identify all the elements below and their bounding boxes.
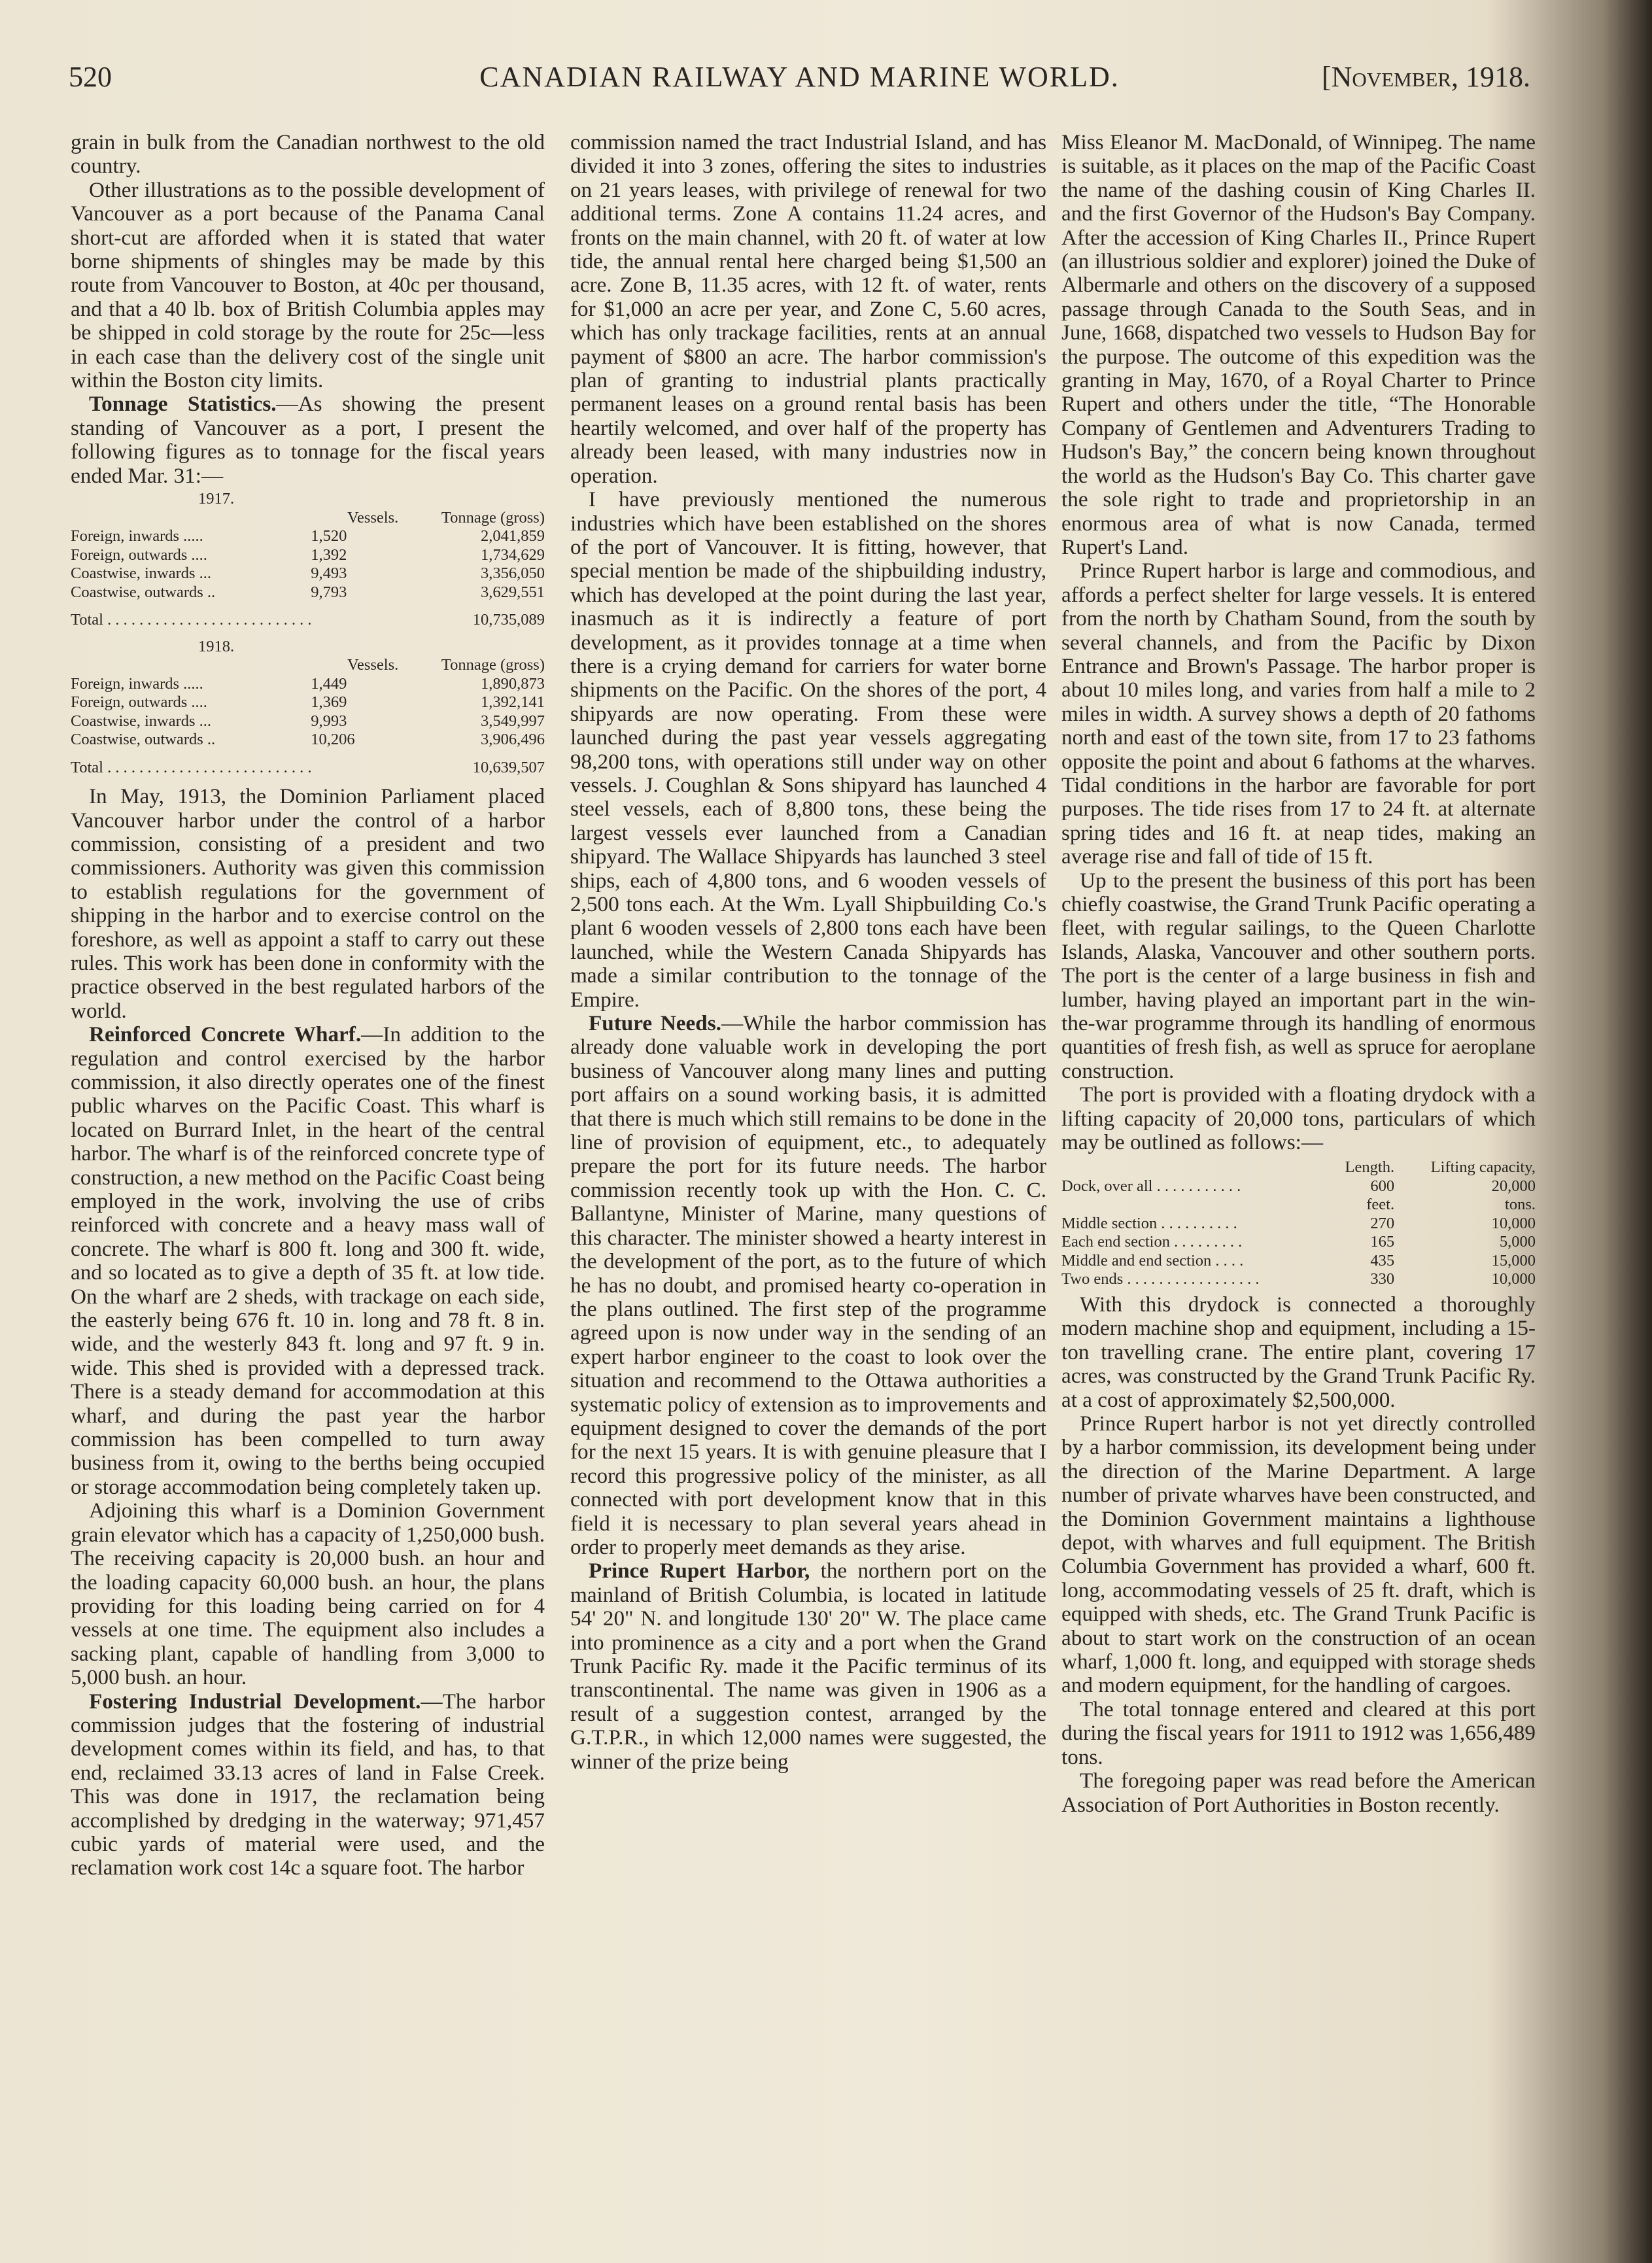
run-in-heading: Prince Rupert Harbor, <box>589 1559 810 1583</box>
table-row <box>1061 1215 1536 1234</box>
length-cell: 600 <box>1370 1177 1395 1195</box>
length-cell: 330 <box>1370 1270 1395 1288</box>
vessels-cell: 1,449 <box>311 674 347 693</box>
tonnage-cell: 1,890,873 <box>481 674 545 693</box>
run-in-heading: Fostering Industrial Development. <box>89 1689 421 1714</box>
unit-label: tons. <box>1505 1196 1536 1214</box>
journal-title: CANADIAN RAILWAY AND MARINE WORLD. <box>479 61 1120 93</box>
section-paragraph <box>570 1012 1046 1559</box>
total-row <box>71 602 545 635</box>
vessels-cell: 1,520 <box>311 527 347 545</box>
table-row <box>71 583 545 602</box>
vessels-cell: 1,369 <box>311 693 347 712</box>
total-label: Total . . . . . . . . . . . . . . . . . . . . . . . . . . <box>71 611 312 629</box>
paragraph: With this drydock is connected a thoroughly modern machine shop and equipment, including a 15-ton travelling crane. The entire plant, covering 17 acres, was constructed by the Grand Trunk Pacific Ry. at a cost of approximately $2,500,000. <box>1061 1292 1536 1412</box>
length-cell: 435 <box>1370 1251 1395 1270</box>
paragraph: Up to the present the business of this port has been chiefly coastwise, the Grand Trunk Pacific operating a fleet, with regular sailings, to the Queen Charlotte Islands, Alaska, Vancouver and other southern ports. The port is the center of a large business in fish and lumber, having played an important part in the win-the-war programme through its handling of enormous quantities of fresh fish, as well as spruce for aeroplane construction. <box>1061 868 1536 1083</box>
paragraph: The foregoing paper was read before the American Association of Port Authorities in Boston recently. <box>1061 1769 1536 1817</box>
paragraph-text: —The harbor commission judges that the fostering of industrial development comes within its field, and has, to that end, reclaimed 33.13 acres of land in False Creek. This was done in 1917, the reclamation being accomplished by dredging in the waterway; 971,457 cubic yards of material were used, and the reclamation work cost 14c a square foot. The harbor <box>71 1689 545 1880</box>
paragraph: Other illustrations as to the possible development of Vancouver as a port because of the Panama Canal short-cut are afforded when it is stated that water borne shipments of shingles may be made by this route from Vancouver to Boston, at 40c per thousand, and that a 40 lb. box of British Columbia apples may be shipped in cold storage by the route for 25c—less in each case than the delivery cost of the single unit within the Boston city limits. <box>71 177 545 393</box>
tonnage-cell: 1,734,629 <box>481 545 545 564</box>
paragraph: Prince Rupert harbor is not yet directly controlled by a harbor commission, its development being under the direction of the Marine Department. A large number of private wharves have been constructed, and the Dominion Government maintains a lighthouse depot, with wharves and full equipment. The British Columbia Government has provided a wharf, 600 ft. long, accommodating vessels of 25 ft. draft, which is equipped with sheds, etc. The Grand Trunk Pacific is about to start work on the construction of an ocean wharf, 1,000 ft. long, and equipped with storage sheds and modern equipment, for the handling of cargoes. <box>1061 1411 1536 1698</box>
table-row <box>71 712 545 731</box>
vessels-cell: 10,206 <box>311 731 355 749</box>
lifting-cell: 10,000 <box>1491 1270 1536 1288</box>
table-year: 1918. <box>198 637 235 655</box>
column-header: Tonnage (gross) <box>441 656 545 674</box>
table-year: 1917. <box>198 490 235 508</box>
row-label: Each end section . . . . . . . . . <box>1061 1233 1243 1251</box>
issue-date: [November, 1918. <box>1322 61 1530 93</box>
row-label: Middle and end section . . . . <box>1061 1251 1244 1270</box>
paragraph-text: —In addition to the regulation and control exercised by the harbor commission, it also directly operates one of the finest public wharves on the Pacific Coast. This wharf is located on Burrard Inlet, in the heart of the central harbor. The wharf is of the reinforced concrete type of construction, a new method on the Pacific Coast being employed in the work, involving the use of cribs reinforced with concrete and a heavy mass wall of concrete. The wharf is 800 ft. long and 300 ft. wide, and so located as to give a depth of 35 ft. at low tide. On the wharf are 2 sheds, with trackage on each side, the easterly being 676 ft. 10 in. long and 78 ft. 8 in. wide, and the westerly 843 ft. long and 97 ft. 9 in. wide. This shed is provided with a depressed track. There is a steady demand for accommodation at this wharf, and during the past year the harbor commission has been compelled to turn away business from it, owing to the berths being occupied or storage accommodation being completely taken up. <box>71 1022 545 1499</box>
vessels-cell: 9,493 <box>311 564 347 583</box>
row-label: Dock, over all . . . . . . . . . . . <box>1061 1177 1241 1195</box>
row-label: Coastwise, inwards ... <box>71 712 212 730</box>
paragraph-text: —While the harbor commission has already done valuable work in developing the port business of Vancouver along many lines and putting port affairs on a sound working basis, it is admitted that there is much which still remains to be done in the line of provision of equipment, etc., to adequately prepare the port for its future needs. The harbor commission recently took up with the Hon. C. C. Ballantyne, Minister of Marine, many questions of this character. The minister showed a hearty interest in the development of the port, as to the future of which he has no doubt, and promised hearty co-operation in the plans outlined. The first step of the programme agreed upon is now under way in the sending of an expert harbor engineer to the coast to look over the situation and recommend to the Ottawa authorities a systematic policy of extension as to improvements and equipment designed to cover the demands of the port for the next 15 years. It is with genuine pleasure that I record this progressive policy of the minister, as all connected with port development know that in this field it is necessary to plan several years ahead in order to properly meet demands as they arise. <box>570 1011 1046 1559</box>
section-paragraph <box>71 392 545 488</box>
table-row <box>71 564 545 583</box>
row-label: Foreign, outwards .... <box>71 693 207 712</box>
lifting-cell: 10,000 <box>1491 1214 1536 1232</box>
paragraph: In May, 1913, the Dominion Parliament placed Vancouver harbor under the control of a harbor commission, consisting of a president and two commissioners. Authority was given this commission to establish regulations for the government of shipping in the harbor and to exercise control on the foreshore, as well as appoint a staff to carry out these rules. This work has been done in conformity with the practice observed in the best regulated harbors of the world. <box>71 784 545 1023</box>
table-row <box>71 546 545 565</box>
section-paragraph <box>71 1690 545 1880</box>
length-cell: 165 <box>1370 1233 1395 1251</box>
row-label: Middle section . . . . . . . . . . <box>1061 1214 1237 1232</box>
table-row <box>1061 1233 1536 1252</box>
paragraph: The total tonnage entered and cleared at this port during the fiscal years for 1911 to 1912 was 1,656,489 tons. <box>1061 1697 1536 1769</box>
paragraph: Prince Rupert harbor is large and commodious, and affords a perfect shelter for large vessels. It is entered from the north by Chatham Sound, from the south by several channels, and from the Pacific by Dixon Entrance and Brown's Passage. The harbor proper is about 10 miles long, and varies from half a mile to 2 miles in width. A survey shows a depth of 20 fathoms north and east of the town site, from 17 to 23 fathoms opposite the point and about 6 fathoms at the wharves. Tidal conditions in the harbor are favorable for port purposes. The tide rises from 17 to 24 ft. at alternate spring tides and 16 ft. at neap tides, making an average rise and fall of tide of 15 ft. <box>1061 559 1536 869</box>
paragraph: grain in bulk from the Canadian northwest to the old country. <box>71 130 545 179</box>
tonnage-cell: 3,906,496 <box>481 731 545 749</box>
run-in-heading: Future Needs. <box>589 1011 721 1036</box>
drydock-table <box>1061 1158 1536 1289</box>
run-in-heading: Reinforced Concrete Wharf. <box>89 1022 362 1047</box>
paragraph-text: —As showing the present standing of Vancouver as a port, I present the following figures as to tonnage for the fiscal years ended Mar. 31:— <box>71 392 545 488</box>
lifting-cell: 15,000 <box>1491 1251 1536 1270</box>
tonnage-table-1917 <box>71 490 545 635</box>
vessels-cell: 9,993 <box>311 712 347 730</box>
total-value: 10,639,507 <box>472 758 545 776</box>
paragraph: I have previously mentioned the numerous industries which have been established on the shores of the port of Vancouver. It is fitting, however, that special mention be made of the shipbuilding industry, which has developed at the point during the last year, inasmuch as it is indirectly a feature of port development, as it provides tonnage at a time when there is a crying demand for carriers for water borne shipments on the Pacific. On the shores of the port, 4 shipyards are now operating. From these were launched during the past year vessels aggregating 98,200 tons, with operations still under way on other vessels. J. Coughlan & Sons shipyard has launched 4 steel vessels, each of 8,800 tons, these being the largest vessels ever launched from a Canadian shipyard. The Wallace Shipyards has launched 3 steel ships, each of 4,800 tons, and 6 wooden vessels of 2,500 tons each. At the Wm. Lyall Shipbuilding Co.'s plant 6 wooden vessels of 2,800 tons each have been launched, while the Western Canada Shipyards has made a similar contribution to the tonnage of the Empire. <box>570 487 1046 1012</box>
row-label: Foreign, inwards ..... <box>71 527 203 545</box>
table-row <box>1061 1270 1536 1289</box>
table-row <box>1061 1252 1536 1271</box>
page-number: 520 <box>69 61 112 93</box>
total-value: 10,735,089 <box>472 611 545 629</box>
paragraph: The port is provided with a floating drydock with a lifting capacity of 20,000 tons, particulars of which may be outlined as follows:— <box>1061 1082 1536 1155</box>
vessels-cell: 1,392 <box>311 545 347 564</box>
row-label: Coastwise, outwards .. <box>71 731 216 749</box>
paragraph: Miss Eleanor M. MacDonald, of Winnipeg. The name is suitable, as it places on the map of the Pacific Coast the name of the dashing cousin of King Charles II. and the first Governor of the Hudson's Bay Company. After the accession of King Charles II., Prince Rupert (an illustrious soldier and explorer) joined the Duke of Albermarle and others on the discovery of a supposed passage through Canada to the South Seas, and in June, 1668, dispatched two vessels to Hudson Bay for the purpose. The outcome of this expedition was the granting in May, 1670, of a Royal Charter to Prince Rupert and others under the title, “The Honorable Company of Gentlemen and Adventurers Trading to Hudson's Bay,” the concern being known throughout the world as the Hudson's Bay Co. This charter gave the sole right to trade and proprietorship in an enormous area of what is now Canada, termed Rupert's Land. <box>1061 130 1536 559</box>
vessels-cell: 9,793 <box>311 583 347 601</box>
tonnage-cell: 2,041,859 <box>481 527 545 545</box>
section-paragraph <box>71 1023 545 1499</box>
length-cell: 270 <box>1370 1214 1395 1232</box>
unit-label: feet. <box>1366 1196 1395 1214</box>
table-row <box>71 675 545 694</box>
total-row <box>71 750 545 783</box>
lifting-cell: 5,000 <box>1499 1233 1536 1251</box>
total-label: Total . . . . . . . . . . . . . . . . . . . . . . . . . . <box>71 758 312 776</box>
column-left <box>71 131 545 1880</box>
run-in-heading: Tonnage Statistics. <box>89 392 277 417</box>
tonnage-cell: 1,392,141 <box>481 693 545 712</box>
column-middle <box>570 131 1046 1774</box>
row-label: Two ends . . . . . . . . . . . . . . . . . <box>1061 1270 1260 1288</box>
paragraph: Adjoining this wharf is a Dominion Government grain elevator which has a capacity of 1,250,000 bush. The receiving capacity is 20,000 bush. an hour and the loading capacity 60,000 bush. an hour, the plans providing for this loading being carried on for 4 vessels at one time. The equipment also includes a sacking plant, capable of handling from 3,000 to 5,000 bush. an hour. <box>71 1498 545 1690</box>
row-label: Foreign, outwards .... <box>71 545 207 564</box>
page-header <box>69 60 1530 106</box>
tonnage-cell: 3,356,050 <box>481 564 545 583</box>
section-paragraph <box>570 1559 1046 1774</box>
paragraph-text: the northern port on the mainland of British Columbia, is located in latitude 54' 20" N. and longitude 130' 20" W. The place came into prominence as a city and a port when the Grand Trunk Pacific Ry. made it the Pacific terminus of its transcontinental. The name was given in 1906 as a result of a suggestion contest, arranged by the G.T.P.R., in which 12,000 names were suggested, the winner of the prize being <box>570 1559 1046 1774</box>
row-label: Coastwise, inwards ... <box>71 564 212 583</box>
table-row <box>71 527 545 546</box>
lifting-cell: 20,000 <box>1491 1177 1536 1195</box>
table-row <box>1061 1177 1536 1196</box>
column-header: Vessels. <box>347 656 399 674</box>
column-header: Lifting capacity, <box>1430 1158 1536 1177</box>
column-header: Length. <box>1345 1158 1395 1177</box>
row-label: Coastwise, outwards .. <box>71 583 216 601</box>
column-right <box>1061 131 1536 1817</box>
tonnage-cell: 3,549,997 <box>481 712 545 730</box>
row-label: Foreign, inwards ..... <box>71 674 203 693</box>
table-row <box>71 731 545 750</box>
paragraph: commission named the tract Industrial Island, and has divided it into 3 zones, offering the sites to industries on 21 years leases, with privilege of renewal for two additional terms. Zone A contains 11.24 acres, and fronts on the main channel, with 20 ft. of water at low tide, the annual rental here charged being $1,500 an acre. Zone B, 11.35 acres, with 12 ft. of water, rents for $1,000 an acre per year, and Zone C, 5.60 acres, which has only trackage facilities, rents at an annual payment of $800 an acre. The harbor commission's plan of granting to industrial plants practically permanent leases on a ground rental basis has been heartily welcomed, and over half of the property has already been leased, with many industries now in operation. <box>570 130 1046 488</box>
table-row <box>71 693 545 712</box>
column-header: Tonnage (gross) <box>441 508 545 527</box>
tonnage-table-1918 <box>71 638 545 783</box>
column-header: Vessels. <box>347 508 399 527</box>
tonnage-cell: 3,629,551 <box>481 583 545 601</box>
